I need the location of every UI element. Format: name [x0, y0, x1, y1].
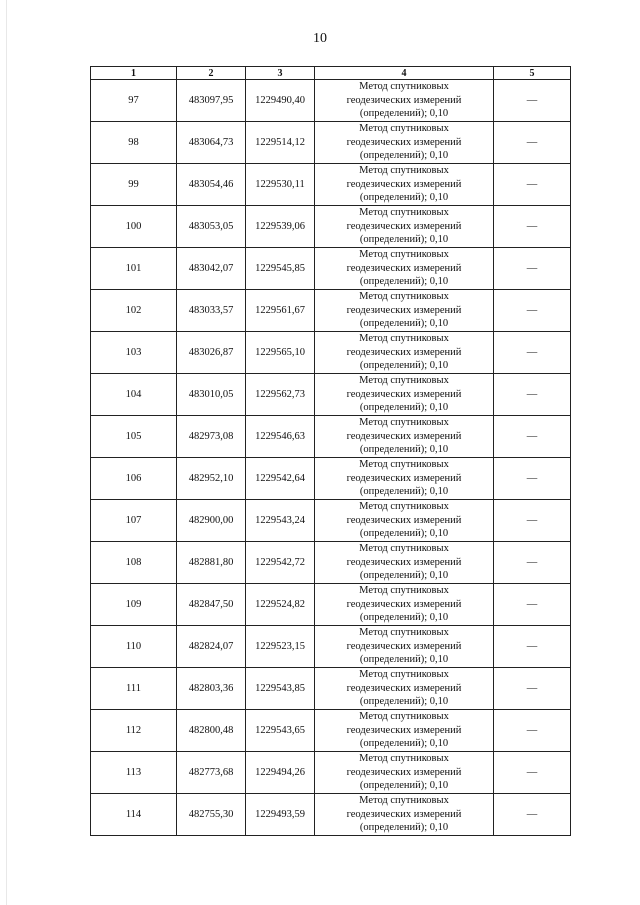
table-row	[91, 500, 571, 542]
method-cell	[315, 290, 494, 332]
point-cell: 107	[91, 500, 177, 542]
note-cell: —	[494, 332, 571, 374]
method-line: геодезических измерений	[346, 178, 462, 190]
x-coordinate-cell: 482803,36	[177, 668, 246, 710]
point-cell: 110	[91, 626, 177, 668]
method-line: (определений); 0,10	[359, 654, 449, 666]
method-line: геодезических измерений	[346, 136, 462, 148]
method-cell	[315, 710, 494, 752]
y-coordinate-cell: 1229565,10	[246, 332, 315, 374]
method-line: геодезических измерений	[346, 220, 462, 232]
point-cell: 113	[91, 752, 177, 794]
method-cell	[315, 416, 494, 458]
method-line: Метод спутниковых	[359, 291, 449, 303]
point-cell: 104	[91, 374, 177, 416]
x-coordinate-cell: 482847,50	[177, 584, 246, 626]
method-cell	[315, 248, 494, 290]
table-row	[91, 710, 571, 752]
method-line: Метод спутниковых	[359, 123, 449, 135]
method-line: Метод спутниковых	[359, 795, 449, 807]
header-col-2: 2	[177, 67, 246, 80]
note-cell: —	[494, 122, 571, 164]
note-cell: —	[494, 668, 571, 710]
method-line: геодезических измерений	[346, 598, 462, 610]
note-cell: —	[494, 710, 571, 752]
y-coordinate-cell: 1229562,73	[246, 374, 315, 416]
header-col-3: 3	[246, 67, 315, 80]
y-coordinate-cell: 1229561,67	[246, 290, 315, 332]
method-cell	[315, 626, 494, 668]
header-col-4: 4	[315, 67, 494, 80]
method-line: геодезических измерений	[346, 682, 462, 694]
x-coordinate-cell: 482881,80	[177, 542, 246, 584]
method-line: Метод спутниковых	[359, 249, 449, 261]
y-coordinate-cell: 1229539,06	[246, 206, 315, 248]
method-cell	[315, 458, 494, 500]
table-row	[91, 626, 571, 668]
x-coordinate-cell: 483054,46	[177, 164, 246, 206]
method-line: (определений); 0,10	[359, 486, 449, 498]
method-cell	[315, 80, 494, 122]
x-coordinate-cell: 482824,07	[177, 626, 246, 668]
method-cell	[315, 374, 494, 416]
note-cell: —	[494, 794, 571, 836]
method-line: (определений); 0,10	[359, 150, 449, 162]
point-cell: 106	[91, 458, 177, 500]
x-coordinate-cell: 482900,00	[177, 500, 246, 542]
method-line: (определений); 0,10	[359, 444, 449, 456]
method-line: (определений); 0,10	[359, 234, 449, 246]
point-cell: 111	[91, 668, 177, 710]
note-cell: —	[494, 206, 571, 248]
y-coordinate-cell: 1229490,40	[246, 80, 315, 122]
method-line: Метод спутниковых	[359, 333, 449, 345]
y-coordinate-cell: 1229542,72	[246, 542, 315, 584]
scan-edge-line	[6, 0, 7, 905]
note-cell: —	[494, 584, 571, 626]
note-cell: —	[494, 248, 571, 290]
note-cell: —	[494, 164, 571, 206]
point-cell: 100	[91, 206, 177, 248]
method-line: Метод спутниковых	[359, 543, 449, 555]
x-coordinate-cell: 483042,07	[177, 248, 246, 290]
method-cell	[315, 332, 494, 374]
table-row	[91, 80, 571, 122]
point-cell: 102	[91, 290, 177, 332]
method-cell	[315, 500, 494, 542]
point-cell: 103	[91, 332, 177, 374]
x-coordinate-cell: 482800,48	[177, 710, 246, 752]
method-line: (определений); 0,10	[359, 318, 449, 330]
method-line: Метод спутниковых	[359, 417, 449, 429]
x-coordinate-cell: 482952,10	[177, 458, 246, 500]
point-cell: 114	[91, 794, 177, 836]
table-row	[91, 248, 571, 290]
y-coordinate-cell: 1229542,64	[246, 458, 315, 500]
point-cell: 109	[91, 584, 177, 626]
method-cell	[315, 542, 494, 584]
point-cell: 98	[91, 122, 177, 164]
method-line: (определений); 0,10	[359, 402, 449, 414]
page-number: 10	[313, 31, 327, 46]
method-cell	[315, 794, 494, 836]
note-cell: —	[494, 80, 571, 122]
y-coordinate-cell: 1229543,24	[246, 500, 315, 542]
method-line: (определений); 0,10	[359, 360, 449, 372]
point-cell: 108	[91, 542, 177, 584]
method-line: Метод спутниковых	[359, 585, 449, 597]
method-line: геодезических измерений	[346, 766, 462, 778]
coordinates-table	[90, 66, 571, 836]
y-coordinate-cell: 1229523,15	[246, 626, 315, 668]
y-coordinate-cell: 1229545,85	[246, 248, 315, 290]
method-line: геодезических измерений	[346, 472, 462, 484]
method-cell	[315, 164, 494, 206]
method-line: Метод спутниковых	[359, 207, 449, 219]
method-line: Метод спутниковых	[359, 669, 449, 681]
method-line: Метод спутниковых	[359, 375, 449, 387]
method-line: (определений); 0,10	[359, 108, 449, 120]
y-coordinate-cell: 1229493,59	[246, 794, 315, 836]
method-line: геодезических измерений	[346, 262, 462, 274]
x-coordinate-cell: 482755,30	[177, 794, 246, 836]
method-line: (определений); 0,10	[359, 276, 449, 288]
x-coordinate-cell: 482773,68	[177, 752, 246, 794]
method-cell	[315, 584, 494, 626]
table-row	[91, 542, 571, 584]
note-cell: —	[494, 500, 571, 542]
method-line: Метод спутниковых	[359, 711, 449, 723]
table-row	[91, 584, 571, 626]
method-line: (определений); 0,10	[359, 780, 449, 792]
y-coordinate-cell: 1229514,12	[246, 122, 315, 164]
table-row	[91, 668, 571, 710]
y-coordinate-cell: 1229546,63	[246, 416, 315, 458]
method-line: геодезических измерений	[346, 556, 462, 568]
y-coordinate-cell: 1229543,65	[246, 710, 315, 752]
x-coordinate-cell: 483026,87	[177, 332, 246, 374]
table-row	[91, 122, 571, 164]
table-body	[91, 80, 571, 836]
method-line: (определений); 0,10	[359, 696, 449, 708]
x-coordinate-cell: 483097,95	[177, 80, 246, 122]
method-line: геодезических измерений	[346, 724, 462, 736]
method-cell	[315, 122, 494, 164]
method-line: Метод спутниковых	[359, 501, 449, 513]
note-cell: —	[494, 416, 571, 458]
method-line: Метод спутниковых	[359, 459, 449, 471]
method-line: (определений); 0,10	[359, 528, 449, 540]
table-row	[91, 458, 571, 500]
table-row	[91, 416, 571, 458]
point-cell: 105	[91, 416, 177, 458]
point-cell: 112	[91, 710, 177, 752]
note-cell: —	[494, 752, 571, 794]
method-line: геодезических измерений	[346, 640, 462, 652]
method-cell	[315, 206, 494, 248]
table-row	[91, 752, 571, 794]
point-cell: 101	[91, 248, 177, 290]
note-cell: —	[494, 626, 571, 668]
header-col-1: 1	[91, 67, 177, 80]
method-line: (определений); 0,10	[359, 612, 449, 624]
point-cell: 97	[91, 80, 177, 122]
table-row	[91, 374, 571, 416]
method-line: геодезических измерений	[346, 430, 462, 442]
note-cell: —	[494, 458, 571, 500]
note-cell: —	[494, 542, 571, 584]
method-line: геодезических измерений	[346, 304, 462, 316]
y-coordinate-cell: 1229494,26	[246, 752, 315, 794]
method-line: геодезических измерений	[346, 388, 462, 400]
method-line: (определений); 0,10	[359, 192, 449, 204]
point-cell: 99	[91, 164, 177, 206]
method-line: Метод спутниковых	[359, 165, 449, 177]
header-col-5: 5	[494, 67, 571, 80]
table-row	[91, 332, 571, 374]
method-line: геодезических измерений	[346, 808, 462, 820]
method-line: (определений); 0,10	[359, 570, 449, 582]
table-row	[91, 794, 571, 836]
method-line: геодезических измерений	[346, 346, 462, 358]
y-coordinate-cell: 1229524,82	[246, 584, 315, 626]
method-line: (определений); 0,10	[359, 738, 449, 750]
y-coordinate-cell: 1229530,11	[246, 164, 315, 206]
method-line: Метод спутниковых	[359, 753, 449, 765]
table-row	[91, 290, 571, 332]
method-line: геодезических измерений	[346, 514, 462, 526]
note-cell: —	[494, 374, 571, 416]
x-coordinate-cell: 482973,08	[177, 416, 246, 458]
table-header-row	[91, 67, 571, 80]
x-coordinate-cell: 483010,05	[177, 374, 246, 416]
method-line: Метод спутниковых	[359, 627, 449, 639]
method-cell	[315, 668, 494, 710]
y-coordinate-cell: 1229543,85	[246, 668, 315, 710]
method-line: Метод спутниковых	[359, 81, 449, 93]
table-row	[91, 164, 571, 206]
x-coordinate-cell: 483053,05	[177, 206, 246, 248]
method-cell	[315, 752, 494, 794]
x-coordinate-cell: 483064,73	[177, 122, 246, 164]
table-row	[91, 206, 571, 248]
method-line: геодезических измерений	[346, 94, 462, 106]
x-coordinate-cell: 483033,57	[177, 290, 246, 332]
method-line: (определений); 0,10	[359, 822, 449, 834]
note-cell: —	[494, 290, 571, 332]
